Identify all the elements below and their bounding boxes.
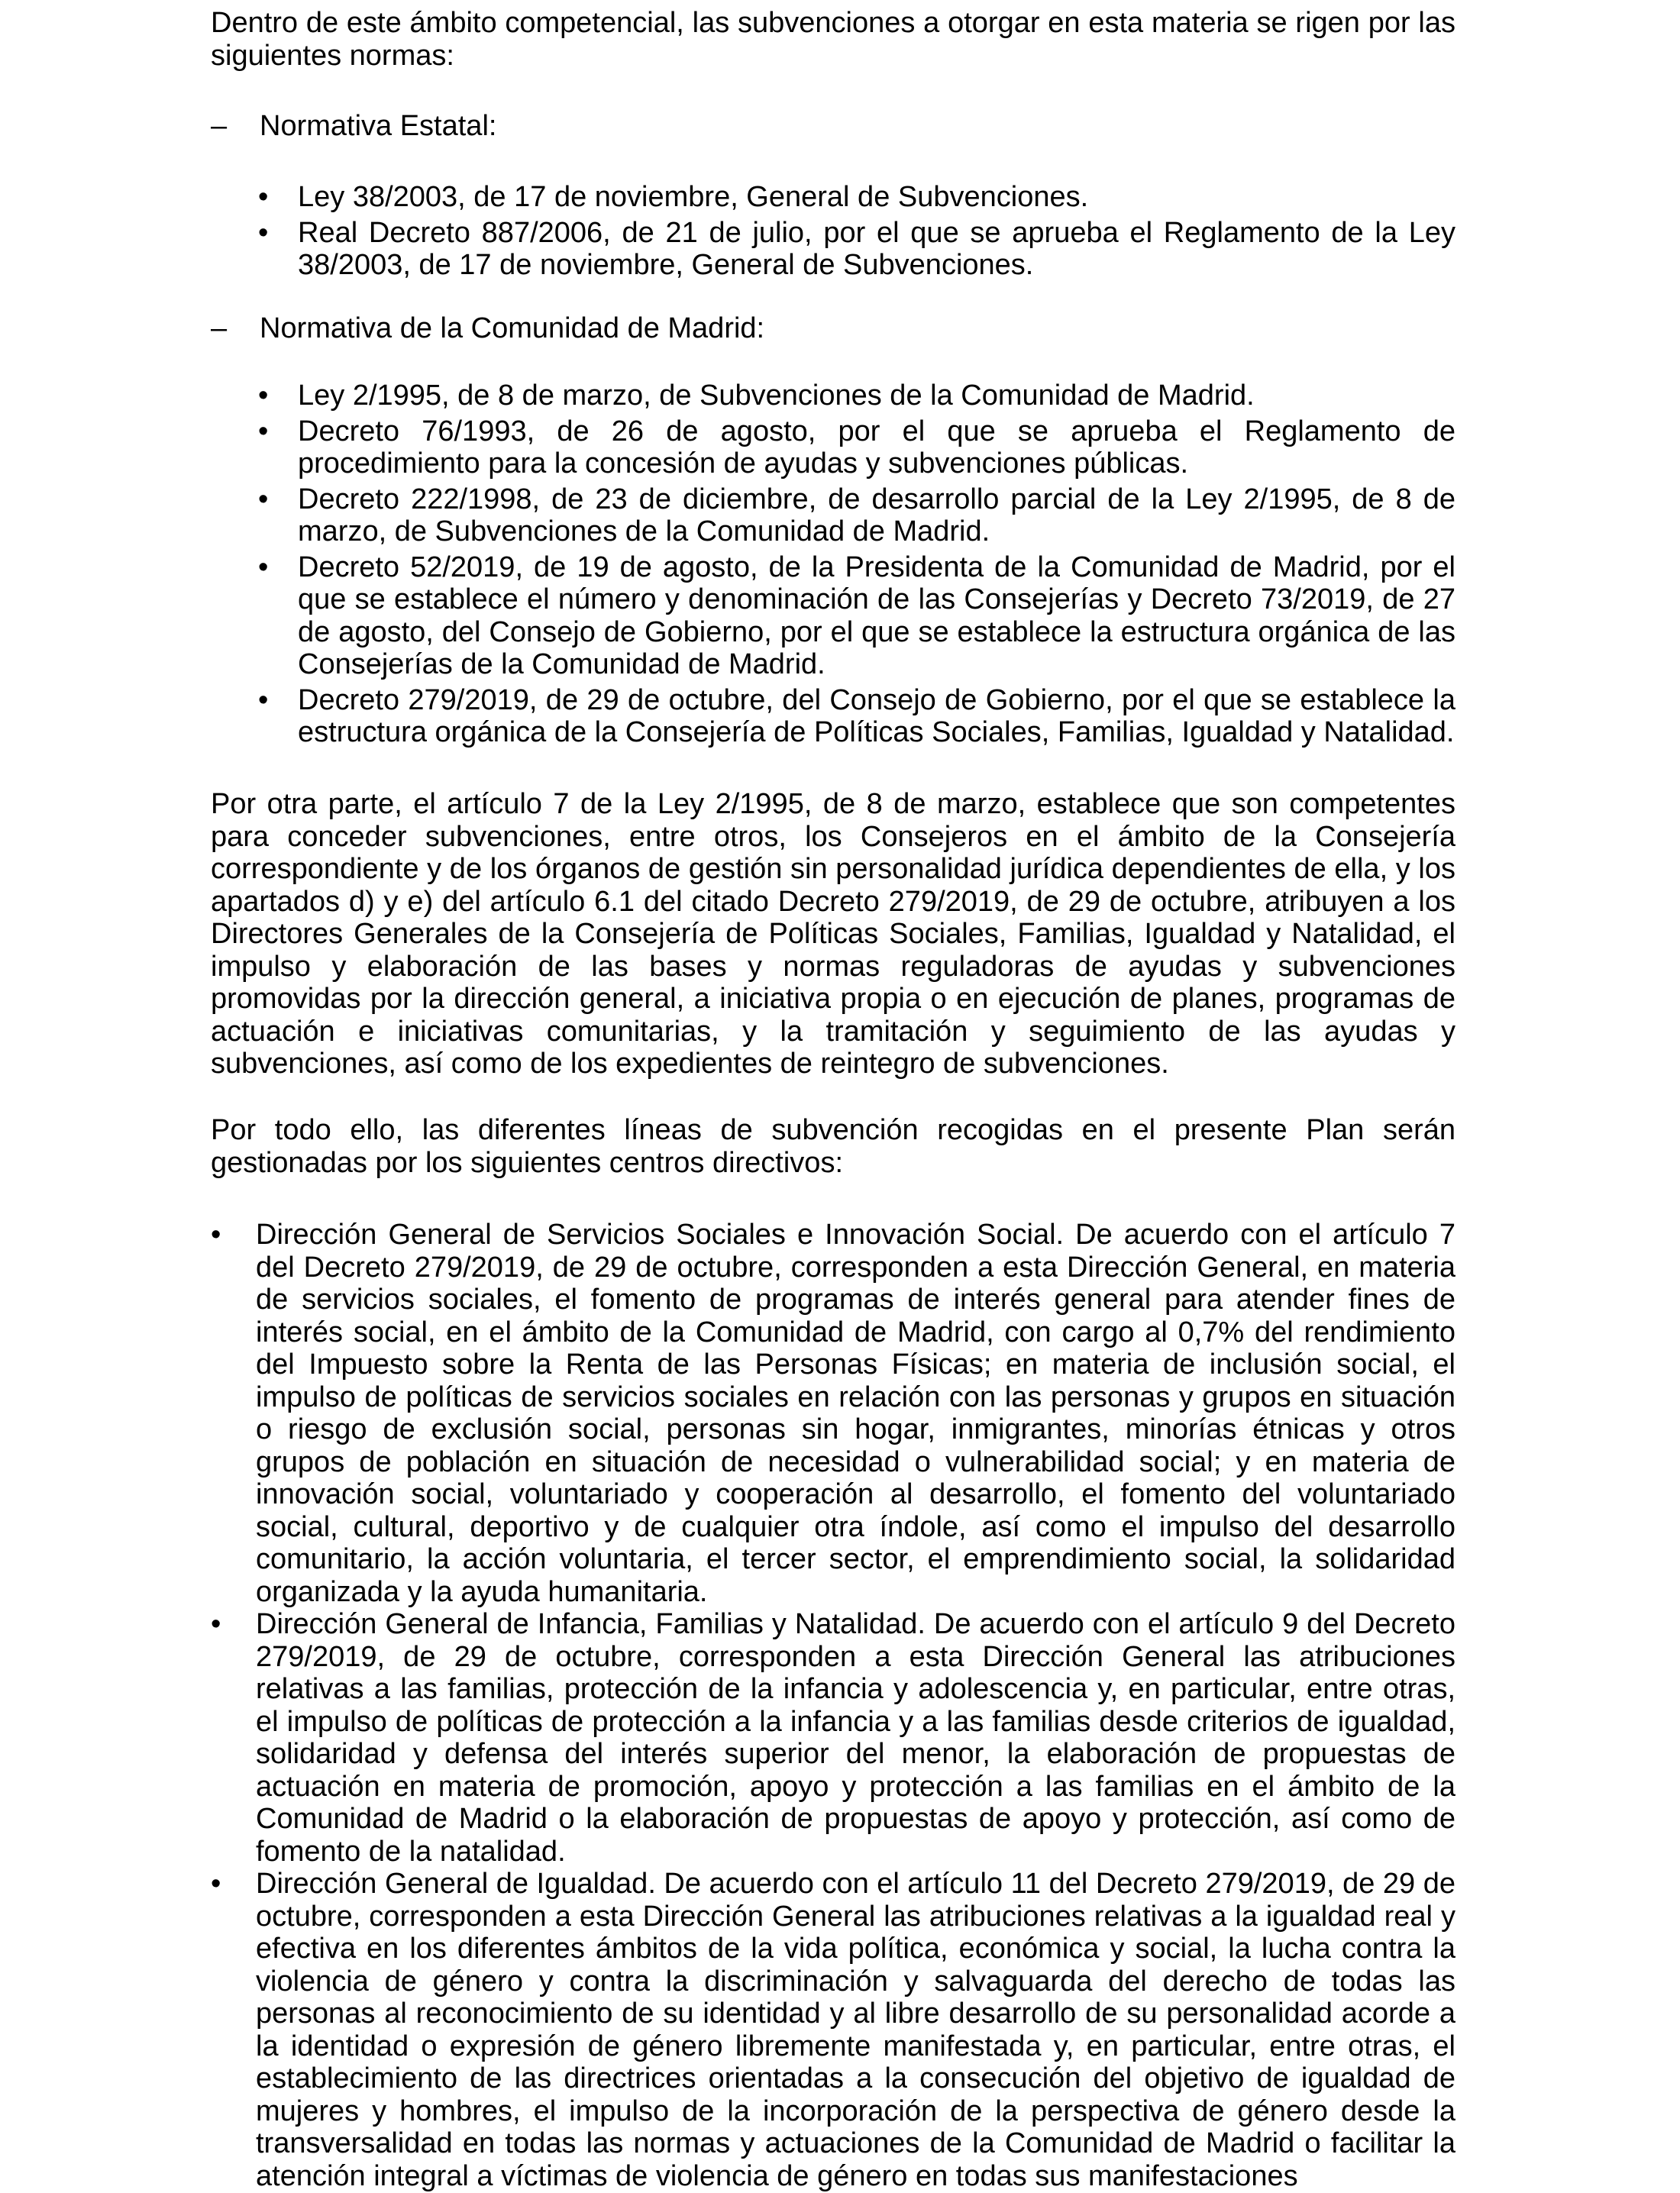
bullet-icon: • [258, 181, 269, 213]
list-item-text: Decreto 52/2019, de 19 de agosto, de la Presidenta de la Comunidad de Madrid, por el que se establece el número y denominación de las Consejerías y Decreto 73/2019, de 27 de agosto, del Consejo de Gobierno, por el que se establece la estructura orgánica de las Consejerías de la Comunidad de Madrid. [298, 551, 1455, 680]
direcciones-bullet-list [211, 1219, 1455, 2192]
bullet-icon: • [258, 483, 269, 515]
list-item [211, 684, 1455, 749]
list-item [211, 551, 1455, 681]
list-item-text: Decreto 222/1998, de 23 de diciembre, de desarrollo parcial de la Ley 2/1995, de 8 de marzo, de Subvenciones de la Comunidad de Madrid. [298, 483, 1455, 547]
list-item-text: Dirección General de Servicios Sociales e Innovación Social. De acuerdo con el artículo 7 del Decreto 279/2019, de 29 de octubre, corresponden a esta Dirección General, en materia de servicios sociales, el fomento de programas de interés general para atender fines de interés social, en el ámbito de la Comunidad de Madrid, con cargo al 0,7% del rendimiento del Impuesto sobre la Renta de las Personas Físicas; en materia de inclusión social, el impulso de políticas de servicios sociales en relación con las personas y grupos en situación o riesgo de exclusión social, personas sin hogar, inmigrantes, minorías étnicas y otros grupos de población en situación de necesidad o vulnerabilidad social; y en materia de innovación social, voluntariado y cooperación al desarrollo, el fomento del voluntariado social, cultural, deportivo y de cualquier otra índole, así como el impulso del desarrollo comunitario, la acción voluntaria, el tercer sector, el emprendimiento social, la solidaridad organizada y la ayuda humanitaria. [256, 1219, 1455, 1608]
section-normativa-estatal [211, 110, 1455, 143]
bullet-icon: • [211, 1219, 221, 1251]
bullet-icon: • [211, 1608, 221, 1640]
list-item-text: Ley 38/2003, de 17 de noviembre, General de Subvenciones. [298, 181, 1089, 213]
dash-marker-icon: – [211, 110, 228, 142]
competencia-paragraph: Por otra parte, el artículo 7 de la Ley 2/1995, de 8 de marzo, establece que son competentes para conceder subvenciones, entre otros, los Consejeros en el ámbito de la Consejería correspondiente y de los órganos de gestión sin personalidad jurídica dependientes de ella, y los apartados d) y e) del artículo 6.1 del citado Decreto 279/2019, de 29 de octubre, atribuyen a los Directores Generales de la Consejería de Políticas Sociales, Familias, Igualdad y Natalidad, el impulso y elaboración de las bases y normas reguladoras de ayudas y subvenciones promovidas por la dirección general, a iniciativa propia o en ejecución de planes, programas de actuación e iniciativas comunitarias, y la tramitación y seguimiento de las ayudas y subvenciones, así como de los expedientes de reintegro de subvenciones. [211, 788, 1455, 1080]
plan-paragraph: Por todo ello, las diferentes líneas de subvención recogidas en el presente Plan serán gestionadas por los siguientes centros directivos: [211, 1114, 1455, 1179]
bullet-icon: • [258, 415, 269, 447]
list-item [211, 217, 1455, 282]
dash-heading [211, 312, 1455, 345]
bullet-icon: • [258, 551, 269, 583]
list-item [211, 1608, 1455, 1868]
list-item [211, 1868, 1455, 2192]
bullet-icon: • [258, 379, 269, 412]
estatal-bullet-list [211, 181, 1455, 285]
heading-estatal-label: Normativa Estatal: [260, 110, 497, 142]
list-item [211, 379, 1455, 412]
list-item-text: Ley 2/1995, de 8 de marzo, de Subvenciones de la Comunidad de Madrid. [298, 379, 1255, 412]
intro-paragraph: Dentro de este ámbito competencial, las subvenciones a otorgar en esta materia se rigen por las siguientes normas: [211, 7, 1455, 72]
list-item [211, 483, 1455, 548]
list-item-text: Real Decreto 887/2006, de 21 de julio, por el que se aprueba el Reglamento de la Ley 38/2003, de 17 de noviembre, General de Subvenciones. [298, 216, 1455, 281]
list-item [211, 181, 1455, 214]
madrid-bullet-list [211, 379, 1455, 752]
list-item-text: Dirección General de Infancia, Familias y Natalidad. De acuerdo con el artículo 9 del Decreto 279/2019, de 29 de octubre, corresponden a esta Dirección General las atribuciones relativas a las familias, protección de la infancia y adolescencia y, en particular, entre otras, el impulso de políticas de protección a la infancia y a las familias desde criterios de igualdad, solidaridad y defensa del interés superior del menor, la elaboración de propuestas de actuación en materia de promoción, apoyo y protección a las familias en el ámbito de la Comunidad de Madrid o la elaboración de propuestas de apoyo y protección, así como de fomento de la natalidad. [256, 1608, 1455, 1868]
dash-heading [211, 110, 1455, 143]
list-item [211, 1219, 1455, 1608]
list-item [211, 415, 1455, 480]
list-item-text: Decreto 279/2019, de 29 de octubre, del Consejo de Gobierno, por el que se establece la estructura orgánica de la Consejería de Políticas Sociales, Familias, Igualdad y Natalidad. [298, 683, 1455, 748]
bullet-icon: • [258, 683, 269, 716]
list-item-text: Decreto 76/1993, de 26 de agosto, por el que se aprueba el Reglamento de procedimiento para la concesión de ayudas y subvenciones públicas. [298, 415, 1455, 480]
section-normativa-madrid [211, 312, 1455, 345]
heading-madrid-label: Normativa de la Comunidad de Madrid: [260, 312, 765, 344]
dash-marker-icon: – [211, 312, 228, 344]
bullet-icon: • [211, 1868, 221, 1900]
list-item-text: Dirección General de Igualdad. De acuerdo con el artículo 11 del Decreto 279/2019, de 29 de octubre, corresponden a esta Dirección General las atribuciones relativas a la igualdad real y efectiva en los diferentes ámbitos de la vida política, económica y social, la lucha contra la violencia de género y contra la discriminación y salvaguarda del derecho de todas las personas al reconocimiento de su identidad y al libre desarrollo de su personalidad acorde a la identidad o expresión de género libremente manifestada y, en particular, entre otras, el establecimiento de las directrices orientadas a la consecución del objetivo de igualdad de mujeres y hombres, el impulso de la incorporación de la perspectiva de género desde la transversalidad en todas las normas y actuaciones de la Comunidad de Madrid o facilitar la atención integral a víctimas de violencia de género en todas sus manifestaciones [256, 1868, 1455, 2192]
bullet-icon: • [258, 216, 269, 249]
